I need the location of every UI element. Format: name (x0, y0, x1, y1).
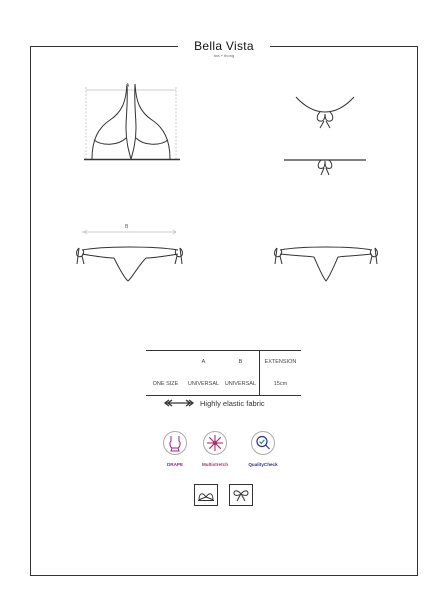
thong-dimension-label: B (125, 224, 129, 230)
size-header-b: B (222, 351, 259, 374)
magnifier-check-icon (250, 430, 276, 456)
thong-back-diagram (272, 240, 380, 286)
size-header-extension: EXTENSION (259, 351, 301, 374)
badge-label-qualitycheck: QualityCheck (248, 462, 278, 467)
fabric-note-text: Highly elastic fabric (200, 398, 265, 408)
table-row (146, 373, 301, 396)
bra-dimension-label: A (126, 83, 130, 89)
badge-drape (156, 430, 194, 468)
bra-front-diagram (80, 82, 184, 164)
product-title: Bella Vista (194, 39, 254, 53)
size-cell-size: ONE SIZE (146, 373, 185, 396)
size-cell-extension: 15cm (259, 373, 301, 396)
size-cell-a: UNIVERSAL (185, 373, 222, 396)
badge-label-drape: DRAPE (166, 462, 184, 467)
brand-header (178, 38, 270, 59)
bow-tie-icon (232, 488, 250, 502)
badge-multistretch (196, 430, 234, 468)
size-header-a: A (185, 351, 222, 374)
lingerie-icon (162, 430, 188, 456)
care-icon-bow (229, 484, 253, 506)
size-header-empty (146, 351, 185, 374)
stretch-arrow-icon (163, 399, 195, 407)
care-icon-bra (194, 484, 218, 506)
size-table (146, 350, 301, 396)
size-table-header-row (146, 351, 301, 374)
product-subtitle: bra + thong (213, 53, 235, 58)
bra-back-diagram (282, 94, 368, 178)
badge-label-multistretch: Multistretch (201, 462, 229, 467)
badge-qualitycheck (244, 430, 282, 468)
size-cell-b: UNIVERSAL (222, 373, 259, 396)
stretch-burst-icon (202, 430, 228, 456)
thong-front-diagram (74, 226, 186, 284)
bra-cup-icon (197, 488, 215, 502)
fabric-note (163, 397, 265, 409)
